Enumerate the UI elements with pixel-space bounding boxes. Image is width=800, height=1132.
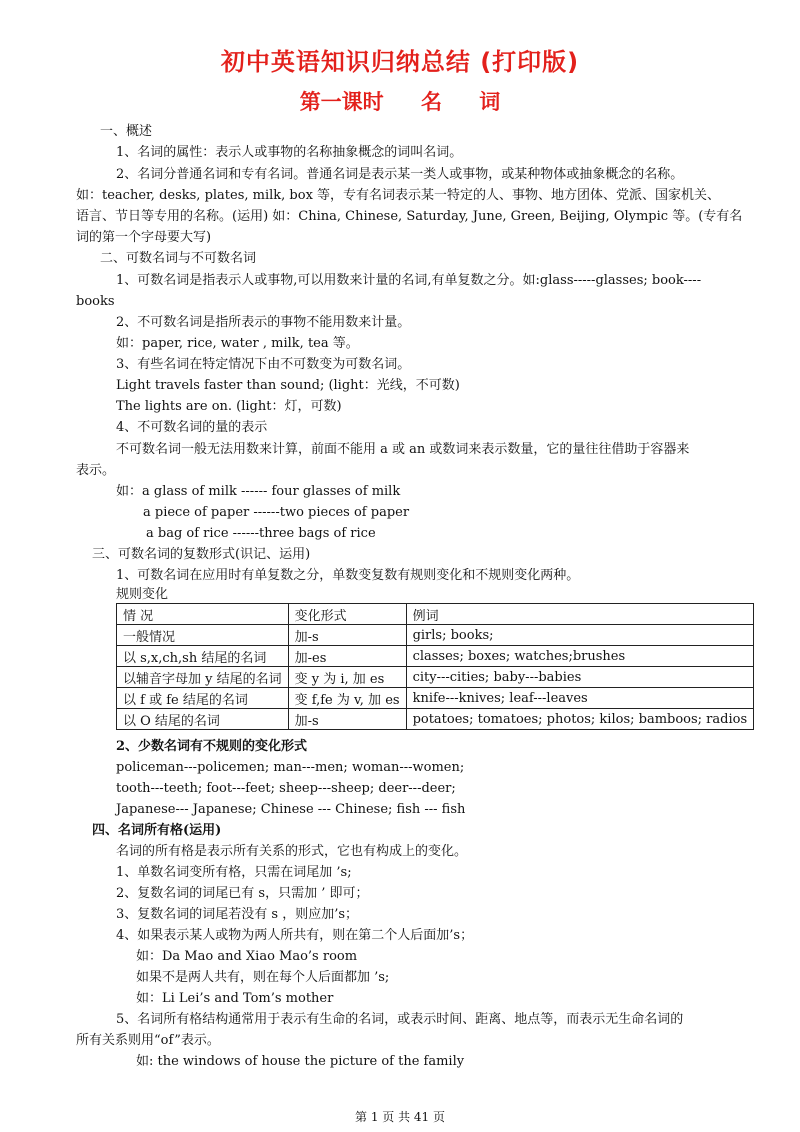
heading-plural: 三、可数名词的复数形式(识记、运用) xyxy=(92,547,311,562)
text-line: 2、名词分普通名词和专有名词。普通名词是表示某一类人或事物，或某种物体或抽象概念的名称。 xyxy=(116,167,684,182)
text-line: 5、名词所有格结构通常用于表示有生命的名词，或表示时间、距离、地点等，而表示无生命名词的 xyxy=(116,1012,684,1027)
table-row xyxy=(117,646,754,667)
table-cell: 以 O 结尾的名词 xyxy=(117,709,289,730)
table-header-cell: 情 况 xyxy=(117,604,289,625)
plural-rules-table xyxy=(116,603,754,730)
table-row xyxy=(117,688,754,709)
text-line: 如：paper, rice, water , milk, tea 等。 xyxy=(116,336,359,351)
text-line: 2、复数名词的词尾已有 s，只需加 ’ 即可； xyxy=(116,886,369,901)
text-line: policeman---policemen; man---men; woman---women; xyxy=(116,760,465,775)
text-line: 4、如果表示某人或物为两人所共有，则在第二个人后面加’s； xyxy=(116,928,474,943)
text-line: 如：Li Lei’s and Tom’s mother xyxy=(136,991,334,1006)
text-line: tooth---teeth; foot---feet; sheep---sheep; deer---deer; xyxy=(116,781,456,796)
text-line: 名词的所有格是表示所有关系的形式，它也有构成上的变化。 xyxy=(116,844,468,859)
table-row xyxy=(117,625,754,646)
table-header-row xyxy=(117,604,754,625)
text-line: 词的第一个字母要大写) xyxy=(76,230,212,245)
text-line: 如果不是两人共有，则在每个人后面都加 ’s; xyxy=(136,970,390,985)
text-line: 1、可数名词是指表示人或事物,可以用数来计量的名词,有单复数之分。如:glass-----glasses; book---- xyxy=(116,273,702,288)
text-line: Japanese--- Japanese; Chinese --- Chinese; fish --- fish xyxy=(116,802,466,817)
table-cell: knife---knives; leaf---leaves xyxy=(406,688,754,709)
text-line: 所有关系则用“of”表示。 xyxy=(76,1033,220,1048)
table-cell: 变 f,fe 为 v, 加 es xyxy=(288,688,406,709)
heading-countable: 二、可数名词与不可数名词 xyxy=(100,251,257,266)
lesson-title: 第一课时 名 词 xyxy=(299,90,501,114)
table-header-cell: 例词 xyxy=(406,604,754,625)
table-cell: 以 s,x,ch,sh 结尾的名词 xyxy=(117,646,289,667)
table-cell: 以 f 或 fe 结尾的名词 xyxy=(117,688,289,709)
text-line: 1、可数名词在应用时有单复数之分，单数变复数有规则变化和不规则变化两种。 xyxy=(116,568,580,583)
text-line: 如：teacher, desks, plates, milk, box 等，专有名词表示某一特定的人、事物、地方团体、党派、国家机关、 xyxy=(76,188,721,203)
heading-overview: 一、概述 xyxy=(100,124,153,139)
text-line: 1、单数名词变所有格，只需在词尾加 ’s; xyxy=(116,865,352,880)
table-cell: potatoes; tomatoes; photos; kilos; bamboos; radios xyxy=(406,709,754,730)
text-line: 3、有些名词在特定情况下由不可数变为可数名词。 xyxy=(116,357,411,372)
table-cell: girls; books; xyxy=(406,625,754,646)
table-cell: 变 y 为 i, 加 es xyxy=(288,667,406,688)
text-line: a bag of rice ------three bags of rice xyxy=(146,526,376,541)
table-cell: 加-s xyxy=(288,709,406,730)
document-title: 初中英语知识归纳总结 (打印版) xyxy=(220,48,580,76)
table-cell: 加-es xyxy=(288,646,406,667)
text-line: 如: the windows of house the picture of the family xyxy=(136,1054,465,1069)
text-line: 表示。 xyxy=(76,463,116,478)
table-row xyxy=(117,667,754,688)
text-line: 规则变化 xyxy=(116,587,169,602)
heading-possessive: 四、名词所有格(运用) xyxy=(92,823,222,838)
text-line: 1、名词的属性：表示人或事物的名称抽象概念的词叫名词。 xyxy=(116,145,463,160)
text-line: 3、复数名词的词尾若没有 s ，则应加’s； xyxy=(116,907,359,922)
table-cell: 加-s xyxy=(288,625,406,646)
subheading-irregular: 2、少数名词有不规则的变化形式 xyxy=(116,739,308,754)
text-line: The lights are on. (light：灯，可数) xyxy=(116,399,342,414)
text-line: 4、不可数名词的量的表示 xyxy=(116,420,268,435)
table-row xyxy=(117,709,754,730)
text-line: 语言、节日等专用的名称。(运用) 如：China, Chinese, Saturday, June, Green, Beijing, Olympic 等。(专有名 xyxy=(76,209,743,224)
text-line: a piece of paper ------two pieces of paper xyxy=(143,505,410,520)
table-cell: 以辅音字母加 y 结尾的名词 xyxy=(117,667,289,688)
text-line: Light travels faster than sound; (light：光线，不可数) xyxy=(116,378,460,393)
page-number-footer: 第 1 页 共 41 页 xyxy=(355,1110,445,1124)
text-line: 如：Da Mao and Xiao Mao’s room xyxy=(136,949,358,964)
table-cell: classes; boxes; watches;brushes xyxy=(406,646,754,667)
text-line: 不可数名词一般无法用数来计算，前面不能用 a 或 an 或数词来表示数量，它的量往往借助于容器来 xyxy=(116,442,690,457)
table-cell: 一般情况 xyxy=(117,625,289,646)
table-header-cell: 变化形式 xyxy=(288,604,406,625)
table-cell: city---cities; baby---babies xyxy=(406,667,754,688)
text-line: 如：a glass of milk ------ four glasses of milk xyxy=(116,484,401,499)
text-line: 2、不可数名词是指所表示的事物不能用数来计量。 xyxy=(116,315,411,330)
text-line: books xyxy=(76,294,115,309)
